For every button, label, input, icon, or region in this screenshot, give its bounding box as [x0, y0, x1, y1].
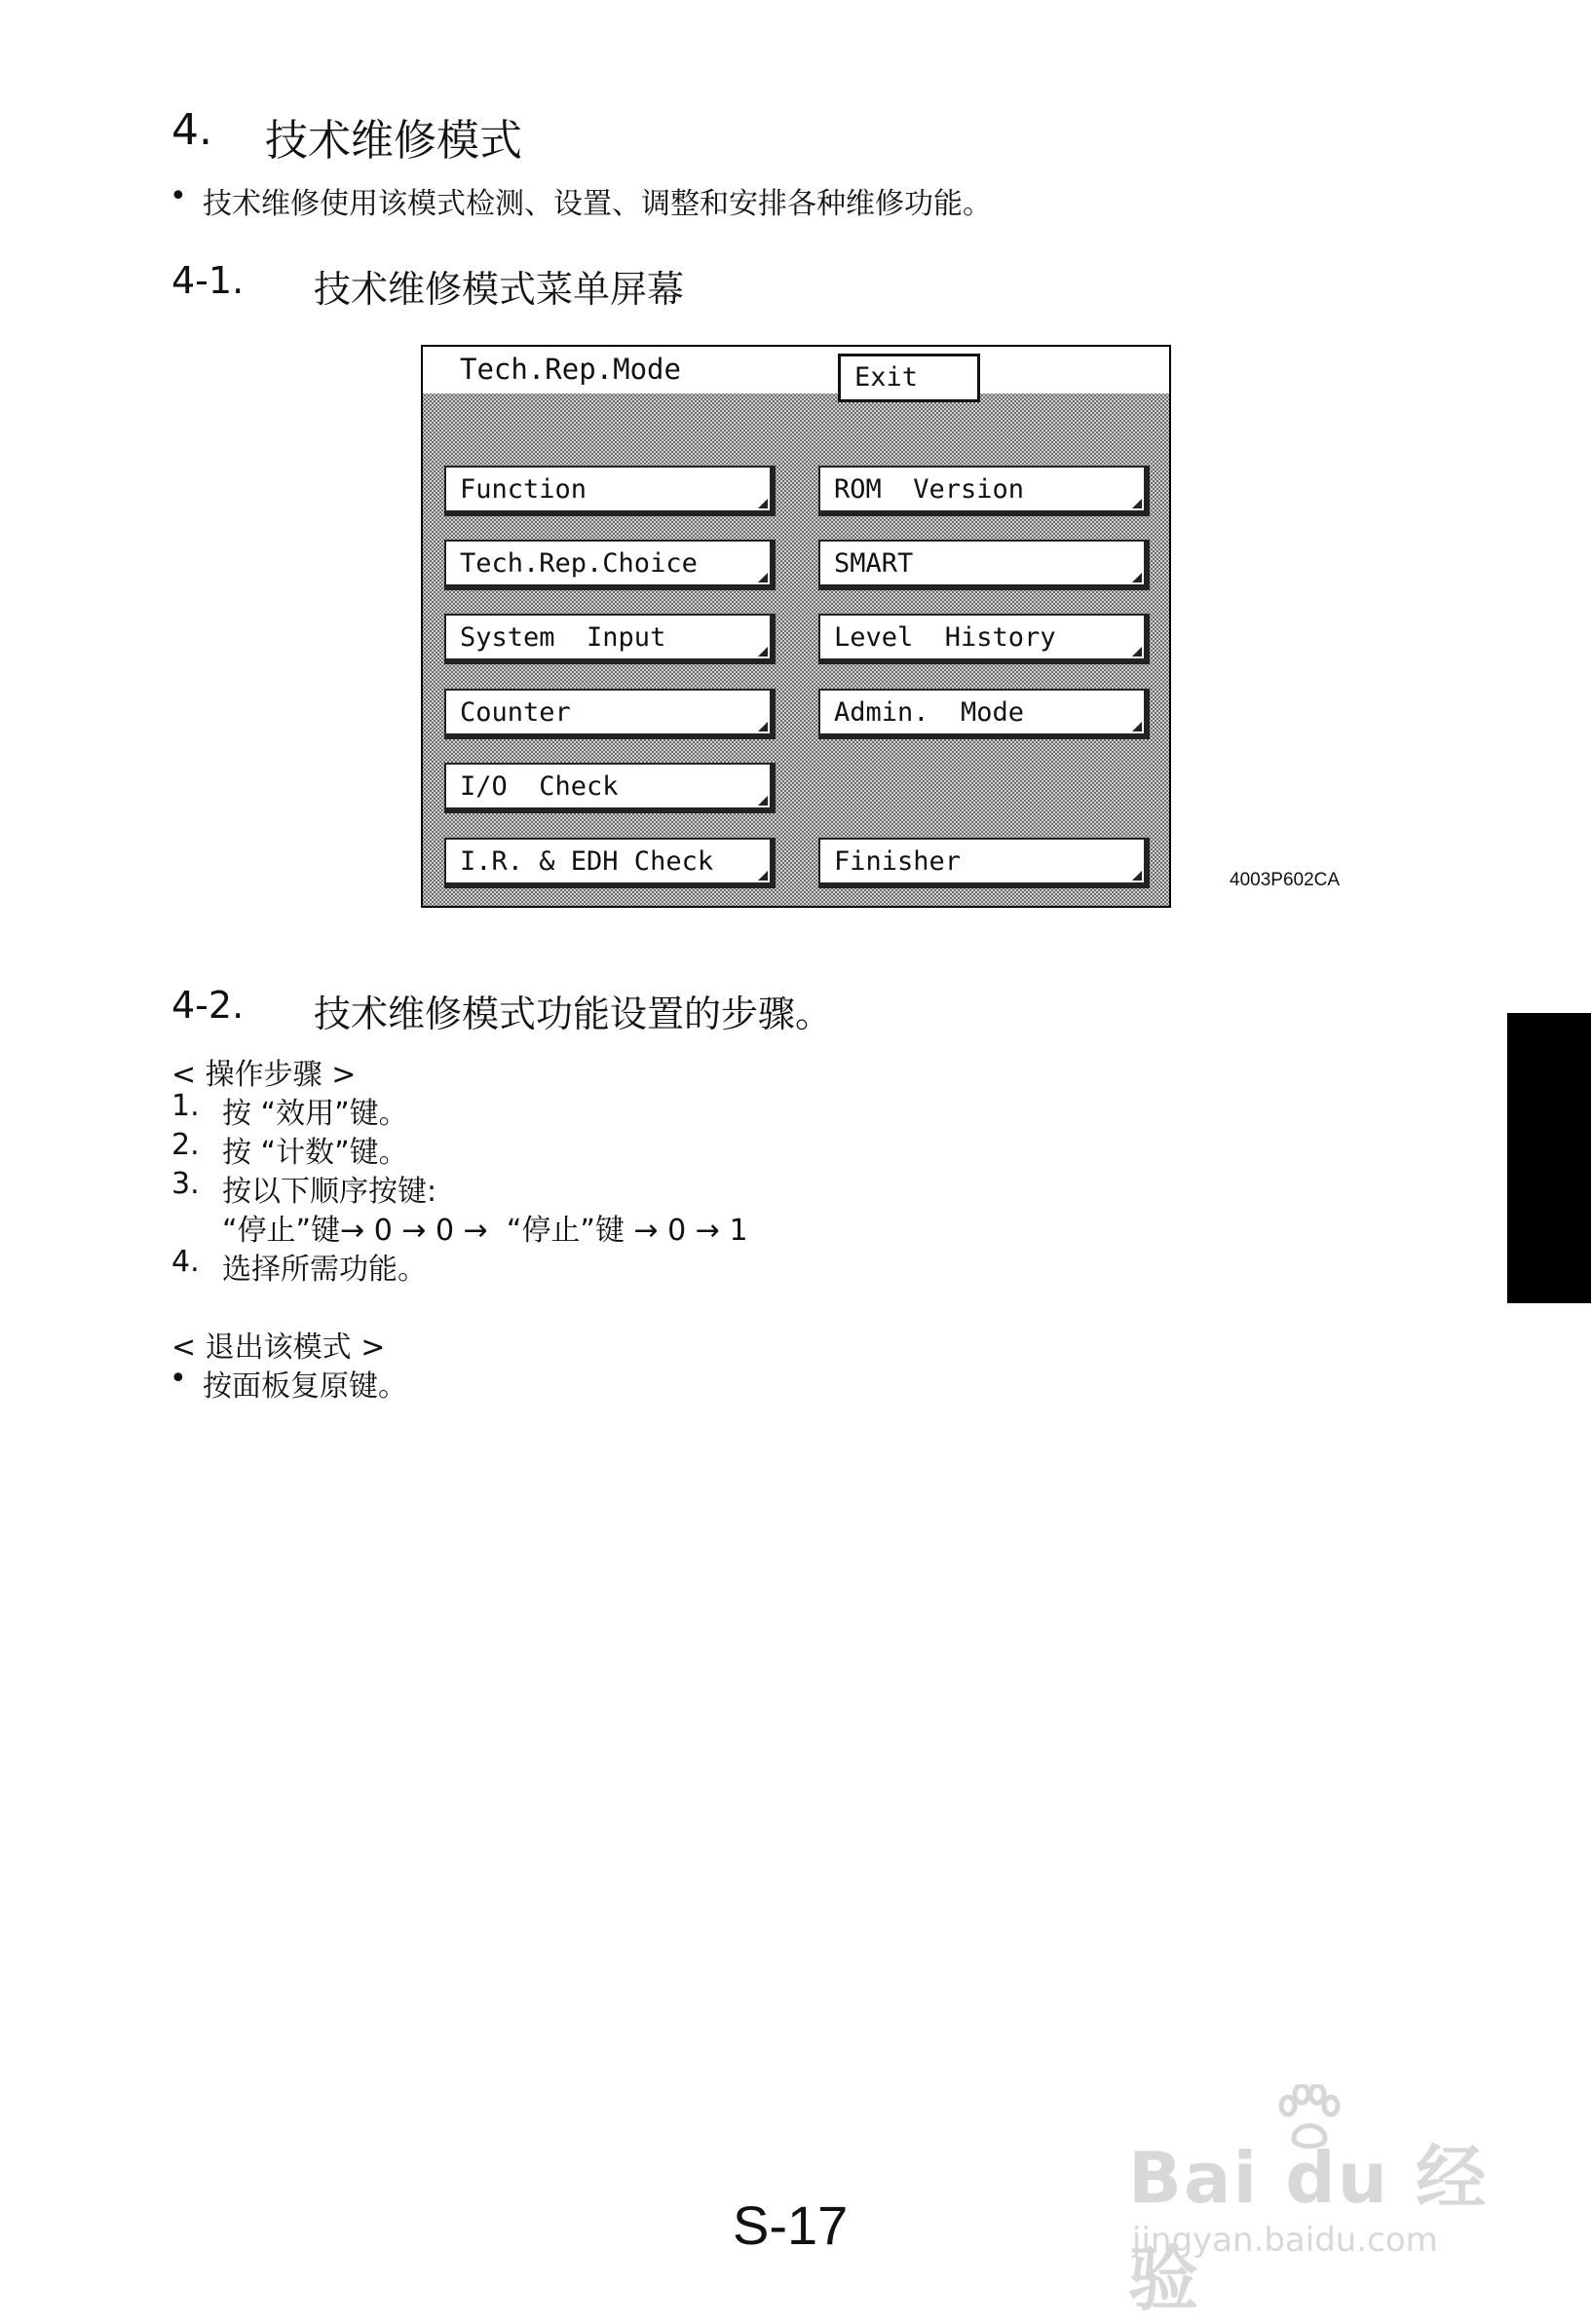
step-text: 按以下顺序按键: — [222, 1175, 437, 1209]
finisher-button[interactable] — [818, 838, 1150, 888]
button-label: System Input — [460, 622, 666, 653]
button-label: Tech.Rep.Choice — [460, 548, 698, 579]
button-label: ROM Version — [834, 474, 1025, 505]
corner-arrow-icon — [758, 722, 768, 731]
figure-code: 4003P602CA — [1230, 870, 1341, 890]
step-text: 按 “效用”键。 — [222, 1097, 408, 1131]
exit-text: 按面板复原键。 — [203, 1369, 407, 1404]
ir-edh-check-button[interactable] — [444, 838, 776, 888]
key-sequence: “停止”键→ 0 → 0 → “停止”键 → 0 → 1 — [222, 1214, 748, 1248]
button-label: Counter — [460, 697, 571, 728]
rom-version-button[interactable] — [818, 466, 1150, 516]
button-label: Level History — [834, 622, 1056, 653]
watermark-url: jingyan.baidu.com — [1132, 2221, 1438, 2260]
exit-button[interactable]: Exit — [838, 354, 980, 402]
corner-arrow-icon — [758, 499, 768, 508]
side-index-tab — [1507, 1013, 1591, 1303]
subsection-title: 技术维修模式菜单屏幕 — [314, 268, 685, 311]
step-number: 2. — [171, 1128, 200, 1162]
intro-text: 技术维修使用该模式检测、设置、调整和安排各种维修功能。 — [203, 187, 992, 221]
function-button[interactable] — [444, 466, 776, 516]
corner-arrow-icon — [758, 796, 768, 806]
step-number: 1. — [171, 1089, 200, 1123]
system-input-button[interactable] — [444, 614, 776, 664]
corner-arrow-icon — [758, 871, 768, 881]
watermark-logo-text: Bai du 经验 — [1128, 2137, 1489, 2320]
subsection-number: 4-2. — [171, 984, 245, 1027]
bullet: • — [170, 1362, 187, 1396]
button-label: Finisher — [834, 846, 962, 877]
corner-arrow-icon — [1132, 573, 1142, 582]
smart-button[interactable] — [818, 540, 1150, 590]
tech-rep-mode-screen — [421, 345, 1171, 908]
step-number: 3. — [171, 1167, 200, 1201]
step-number: 4. — [171, 1245, 200, 1279]
corner-arrow-icon — [758, 647, 768, 656]
corner-arrow-icon — [1132, 499, 1142, 508]
exit-heading: < 退出该模式 > — [171, 1331, 386, 1365]
button-label: I/O Check — [460, 771, 619, 802]
corner-arrow-icon — [1132, 871, 1142, 881]
section-title: 技术维修模式 — [265, 116, 522, 166]
corner-arrow-icon — [1132, 647, 1142, 656]
baidu-watermark — [1128, 2084, 1498, 2320]
page-number: S-17 — [733, 2194, 849, 2256]
counter-button[interactable] — [444, 689, 776, 739]
button-label: Function — [460, 474, 587, 505]
screen-title: Tech.Rep.Mode — [460, 353, 681, 386]
button-label: SMART — [834, 548, 914, 579]
corner-arrow-icon — [758, 573, 768, 582]
subsection-number: 4-1. — [171, 259, 245, 302]
button-label: I.R. & EDH Check — [460, 846, 714, 877]
level-history-button[interactable] — [818, 614, 1150, 664]
corner-arrow-icon — [1132, 722, 1142, 731]
step-text: 按 “计数”键。 — [222, 1136, 408, 1170]
section-number: 4. — [171, 105, 212, 155]
bullet: • — [170, 179, 187, 213]
io-check-button[interactable] — [444, 763, 776, 813]
step-text: 选择所需功能。 — [222, 1253, 427, 1287]
button-label: Admin. Mode — [834, 697, 1025, 728]
procedure-heading: < 操作步骤 > — [171, 1058, 357, 1092]
tech-rep-choice-button[interactable] — [444, 540, 776, 590]
subsection-title: 技术维修模式功能设置的步骤。 — [314, 993, 833, 1035]
admin-mode-button[interactable] — [818, 689, 1150, 739]
